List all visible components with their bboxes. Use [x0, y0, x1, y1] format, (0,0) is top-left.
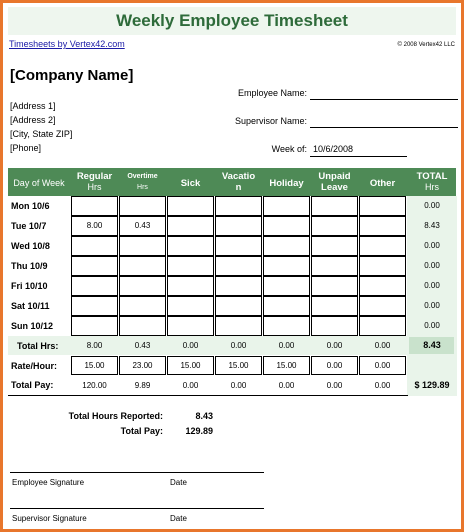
grand-total-pay: $ 129.89 [414, 380, 450, 390]
address-city: [City, State ZIP] [10, 129, 73, 139]
hours-cell[interactable] [119, 296, 166, 316]
vertex42-link[interactable]: Timesheets by Vertex42.com [9, 39, 125, 49]
hours-cell[interactable] [311, 216, 358, 236]
employee-date-label: Date [170, 478, 187, 487]
hours-cell[interactable] [167, 276, 214, 296]
day-label: Mon 10/6 [11, 201, 50, 211]
hours-cell[interactable] [167, 296, 214, 316]
hours-cell[interactable] [167, 196, 214, 216]
table-bottom-rule [8, 395, 408, 396]
hours-cell[interactable] [215, 196, 262, 216]
summary-total-pay-value: 129.89 [185, 426, 213, 436]
hours-cell[interactable] [119, 196, 166, 216]
supervisor-signature-label: Supervisor Signature [12, 514, 87, 523]
hours-cell[interactable] [215, 256, 262, 276]
day-label: Tue 10/7 [11, 221, 47, 231]
header-holiday-title: Holiday [269, 178, 304, 189]
hours-cell[interactable] [359, 276, 406, 296]
day-total: 0.00 [424, 301, 440, 310]
day-label: Sat 10/11 [11, 301, 50, 311]
hours-cell[interactable] [359, 216, 406, 236]
employee-name-label: Employee Name: [237, 88, 307, 98]
total-hours-reported-label: Total Hours Reported: [68, 411, 163, 421]
total-hrs-label: Total Hrs: [17, 341, 59, 351]
company-name: [Company Name] [10, 67, 134, 84]
rate-cell[interactable]: 23.00 [119, 356, 166, 375]
supervisor-date-label: Date [170, 514, 187, 523]
hours-cell[interactable] [215, 316, 262, 336]
header-overtime-sub: Hrs [137, 184, 148, 191]
header-overtime-title: Overtime [127, 173, 158, 180]
day-total: 0.00 [424, 241, 440, 250]
hours-cell[interactable] [263, 316, 310, 336]
supervisor-signature-line[interactable] [10, 508, 264, 509]
hours-cell[interactable] [311, 296, 358, 316]
hours-cell[interactable] [359, 256, 406, 276]
header-holiday [263, 178, 310, 189]
day-total: 0.00 [424, 281, 440, 290]
hours-cell[interactable] [359, 196, 406, 216]
day-label: Wed 10/8 [11, 241, 50, 251]
hours-cell[interactable] [167, 216, 214, 236]
hours-cell[interactable] [263, 296, 310, 316]
day-label: Sun 10/12 [11, 321, 54, 331]
hours-cell[interactable] [119, 256, 166, 276]
week-of-underline [310, 156, 407, 157]
hours-cell[interactable]: 8.00 [71, 216, 118, 236]
rate-cell[interactable]: 15.00 [167, 356, 214, 375]
day-total: 0.00 [424, 201, 440, 210]
hours-cell[interactable] [359, 316, 406, 336]
total-pay-value: 0.00 [230, 381, 247, 390]
header-unpaid-1: Unpaid [318, 171, 351, 182]
header-vacation-2: n [235, 182, 242, 193]
total-pay-label: Total Pay: [11, 380, 54, 390]
header-vacation-1: Vacatio [221, 171, 256, 182]
header-sick [167, 178, 214, 189]
header-regular-title: Regular [76, 171, 113, 182]
hours-cell[interactable] [71, 196, 118, 216]
supervisor-name-field[interactable] [310, 127, 458, 128]
day-label: Thu 10/9 [11, 261, 48, 271]
rate-cell[interactable]: 15.00 [215, 356, 262, 375]
hours-cell[interactable] [71, 276, 118, 296]
total-pay-value: 0.00 [182, 381, 199, 390]
employee-signature-line[interactable] [10, 472, 264, 473]
grand-total-hours: 8.43 [423, 340, 441, 350]
total-pay-value: 9.89 [134, 381, 151, 390]
hours-cell[interactable] [167, 316, 214, 336]
hours-cell[interactable]: 0.43 [119, 216, 166, 236]
hours-cell[interactable] [215, 216, 262, 236]
hours-cell[interactable] [167, 236, 214, 256]
hours-cell[interactable] [311, 316, 358, 336]
header-other [359, 178, 406, 189]
total-pay-value: 120.00 [82, 381, 107, 390]
total-pay-value: 0.00 [374, 381, 391, 390]
rate-cell[interactable]: 0.00 [359, 356, 406, 375]
total-hrs-value: 8.00 [86, 341, 103, 350]
header-unpaid [311, 171, 358, 193]
hours-cell[interactable] [311, 276, 358, 296]
rate-cell[interactable]: 15.00 [71, 356, 118, 375]
header-total-title: TOTAL [416, 171, 448, 182]
hours-cell[interactable] [71, 316, 118, 336]
total-hours-reported-value: 8.43 [195, 411, 213, 421]
hours-cell[interactable] [263, 196, 310, 216]
hours-cell[interactable] [359, 296, 406, 316]
hours-cell[interactable] [71, 256, 118, 276]
address-line-2: [Address 2] [10, 115, 56, 125]
header-regular [71, 171, 118, 193]
hours-cell[interactable] [71, 236, 118, 256]
header-regular-sub: Hrs [87, 182, 102, 192]
total-hrs-value: 0.43 [134, 341, 151, 350]
hours-cell[interactable] [263, 256, 310, 276]
hours-cell[interactable] [311, 256, 358, 276]
day-total: 0.00 [424, 321, 440, 330]
rate-cell[interactable]: 15.00 [263, 356, 310, 375]
header-day: Day of Week [13, 178, 65, 188]
employee-signature-label: Employee Signature [12, 478, 85, 487]
employee-name-field[interactable] [310, 99, 458, 100]
total-hrs-value: 0.00 [326, 341, 343, 350]
hours-cell[interactable] [311, 196, 358, 216]
hours-cell[interactable] [215, 276, 262, 296]
header-sick-title: Sick [180, 178, 201, 189]
rate-cell[interactable]: 0.00 [311, 356, 358, 375]
total-hrs-value: 0.00 [230, 341, 247, 350]
total-pay-value: 0.00 [278, 381, 295, 390]
hours-cell[interactable] [263, 276, 310, 296]
total-hrs-value: 0.00 [374, 341, 391, 350]
total-hrs-value: 0.00 [278, 341, 295, 350]
supervisor-name-label: Supervisor Name: [234, 116, 307, 126]
address-line-1: [Address 1] [10, 101, 56, 111]
header-overtime [119, 171, 166, 193]
hours-cell[interactable] [359, 236, 406, 256]
header-vacation [215, 171, 262, 193]
day-total: 8.43 [424, 221, 440, 230]
hours-cell[interactable] [215, 296, 262, 316]
hours-cell[interactable] [263, 216, 310, 236]
day-label: Fri 10/10 [11, 281, 48, 291]
header-total [407, 171, 457, 193]
hours-cell[interactable] [311, 236, 358, 256]
header-unpaid-2: Leave [321, 182, 348, 193]
address-phone: [Phone] [10, 143, 42, 153]
total-hrs-value: 0.00 [182, 341, 199, 350]
hours-cell[interactable] [71, 296, 118, 316]
hours-cell[interactable] [167, 256, 214, 276]
header-other-title: Other [369, 178, 396, 189]
week-of-label: Week of: [271, 144, 307, 154]
header-total-sub: Hrs [425, 182, 439, 192]
total-pay-value: 0.00 [326, 381, 343, 390]
hours-cell[interactable] [119, 236, 166, 256]
week-of-value[interactable]: 10/6/2008 [313, 144, 354, 154]
page-title: Weekly Employee Timesheet [8, 7, 456, 35]
rate-label: Rate/Hour: [11, 361, 58, 371]
hours-cell[interactable] [119, 316, 166, 336]
summary-total-pay-label: Total Pay: [120, 426, 163, 436]
hours-cell[interactable] [119, 276, 166, 296]
copyright-text: © 2008 Vertex42 LLC [397, 42, 455, 48]
day-total: 0.00 [424, 261, 440, 270]
hours-cell[interactable] [263, 236, 310, 256]
hours-cell[interactable] [215, 236, 262, 256]
